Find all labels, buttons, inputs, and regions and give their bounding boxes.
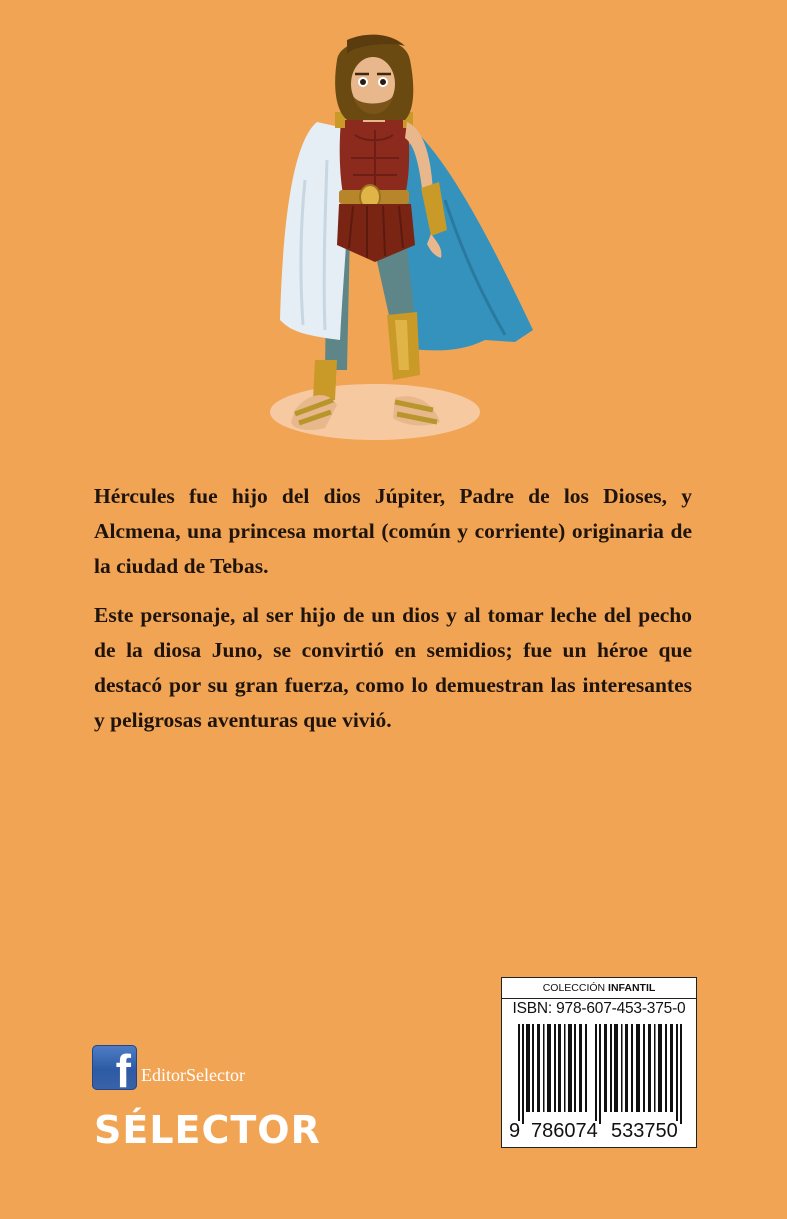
hercules-illustration bbox=[255, 30, 555, 450]
collection-label: COLECCIÓN INFANTIL bbox=[502, 978, 696, 999]
isbn-text: ISBN: 978-607-453-375-0 bbox=[512, 1000, 686, 1017]
facebook-icon: f bbox=[92, 1045, 137, 1090]
facebook-link[interactable] bbox=[92, 1042, 245, 1090]
barcode-bars bbox=[510, 1024, 690, 1124]
publisher-logo: SÉLECTOR bbox=[94, 1108, 321, 1152]
barcode-label: COLECCIÓN INFANTIL ISBN: 978-607-453-375-0 9 786074 533750 bbox=[501, 977, 697, 1148]
description-paragraph-2: Este personaje, al ser hijo de un dios y al tomar leche del pecho de la diosa Juno, se convirtió en semidios; fue un héroe que destacó por su gran fuerza, como lo demuestran las interesantes y peligrosas aventuras que vivió. bbox=[94, 603, 692, 732]
description-paragraph-1: Hércules fue hijo del dios Júpiter, Padre de los Dioses, y Alcmena, una princesa mortal (común y corriente) originaria de la ciudad de Tebas. bbox=[94, 484, 692, 578]
facebook-handle: EditorSelector bbox=[141, 1065, 245, 1085]
